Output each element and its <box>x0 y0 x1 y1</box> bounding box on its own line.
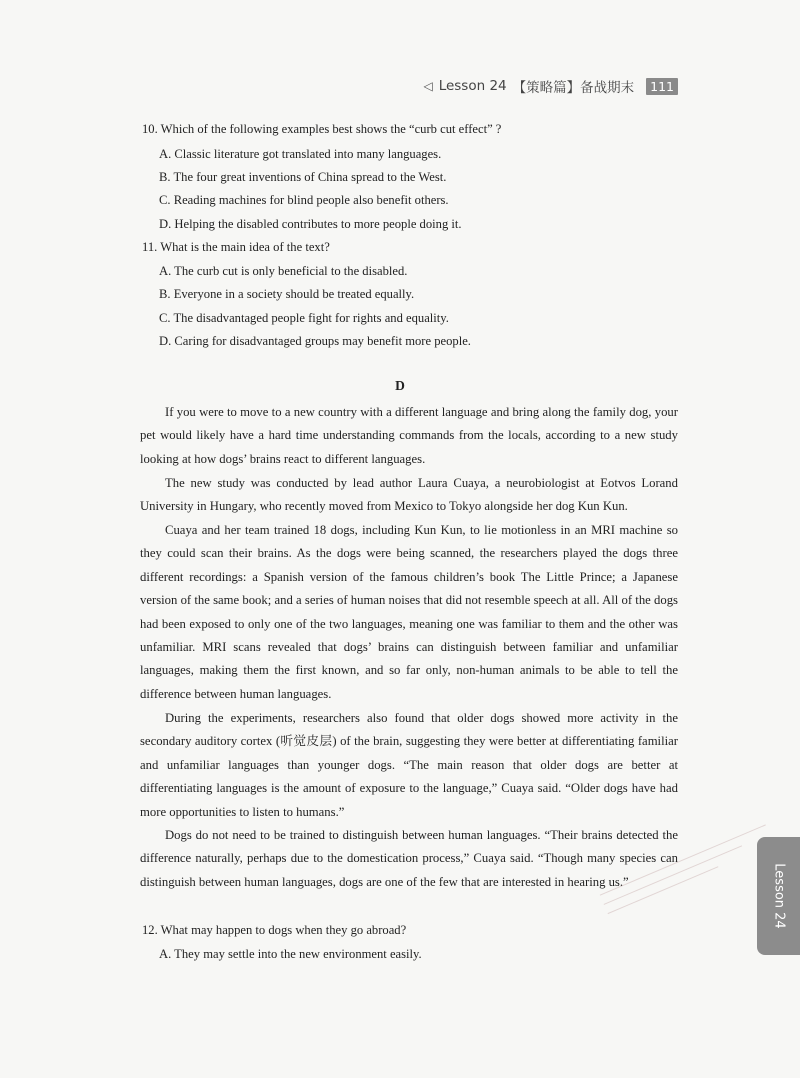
question-10-option-d: D. Helping the disabled contributes to more people doing it. <box>159 217 462 231</box>
question-10-option-c: C. Reading machines for blind people also benefit others. <box>159 193 449 207</box>
passage-paragraph-2: The new study was conducted by lead author Laura Cuaya, a neurobiologist at Eotvos Lorand University in Hungary, who recently moved from Mexico to Tokyo alongside her dog Kun Kun. <box>140 476 678 514</box>
page-number: 111 <box>646 78 678 95</box>
passage-paragraph-4: During the experiments, researchers also found that older dogs showed more activity in the secondary auditory cortex (听觉皮层) of the brain, suggesting they were better at differentiating familiar and unfamiliar languages than younger dogs. “The main reason that older dogs are better at differentiating languages is the amount of exposure to the language,” Cuaya said. “Older dogs have had more opportunities to listen to humans.” <box>140 711 678 819</box>
question-11-option-d: D. Caring for disadvantaged groups may benefit more people. <box>159 334 471 348</box>
question-11-stem: 11. What is the main idea of the text? <box>142 240 330 254</box>
section-title: D <box>395 378 405 393</box>
question-10-option-a: A. Classic literature got translated into many languages. <box>159 147 442 161</box>
question-10-stem: 10. Which of the following examples best shows the “curb cut effect” ? <box>142 122 502 136</box>
question-11-option-b: B. Everyone in a society should be treated equally. <box>159 287 415 301</box>
side-lesson-tab <box>757 837 800 955</box>
question-11-option-c: C. The disadvantaged people fight for rights and equality. <box>159 311 449 325</box>
header-section: 【策略篇】备战期末 <box>512 80 635 96</box>
passage-paragraph-1: If you were to move to a new country with a different language and bring along the family dog, your pet would likely have a hard time understanding commands from the locals, according to a new study looking at how dogs’ brains react to different languages. <box>140 405 678 466</box>
question-10-option-b: B. The four great inventions of China spread to the West. <box>159 170 447 184</box>
passage-paragraph-5: Dogs do not need to be trained to distinguish between human languages. “Their brains detected the difference naturally, perhaps due to the domestication process,” Cuaya said. “Though many species can distinguish between human languages, dogs are one of the few that are interested in hearing us.” <box>140 828 678 889</box>
passage-paragraph-3: Cuaya and her team trained 18 dogs, including Kun Kun, to lie motionless in an MRI machine so they could scan their brains. As the dogs were being scanned, the researchers played the dogs three different recordings: a Spanish version of the famous children’s book The Little Prince; a Japanese version of the same book; and a series of human noises that did not resemble speech at all. All of the dogs had been exposed to only one of the two languages, meaning one was familiar to them and the other was unfamiliar. MRI scans revealed that dogs’ brains can distinguish between familiar and unfamiliar languages, making them the first known, and so far only, non-human animals to be able to tell the difference between human languages. <box>140 523 678 701</box>
question-11-option-a: A. The curb cut is only beneficial to the disabled. <box>159 264 408 278</box>
header-lesson: Lesson 24 <box>438 78 507 94</box>
side-tab-label: Lesson 24 <box>771 863 786 929</box>
page-header <box>423 76 678 96</box>
question-12-option-a: A. They may settle into the new environment easily. <box>159 947 422 961</box>
question-12-stem: 12. What may happen to dogs when they go abroad? <box>142 923 407 937</box>
triangle-left-icon: ◁ <box>423 79 433 93</box>
